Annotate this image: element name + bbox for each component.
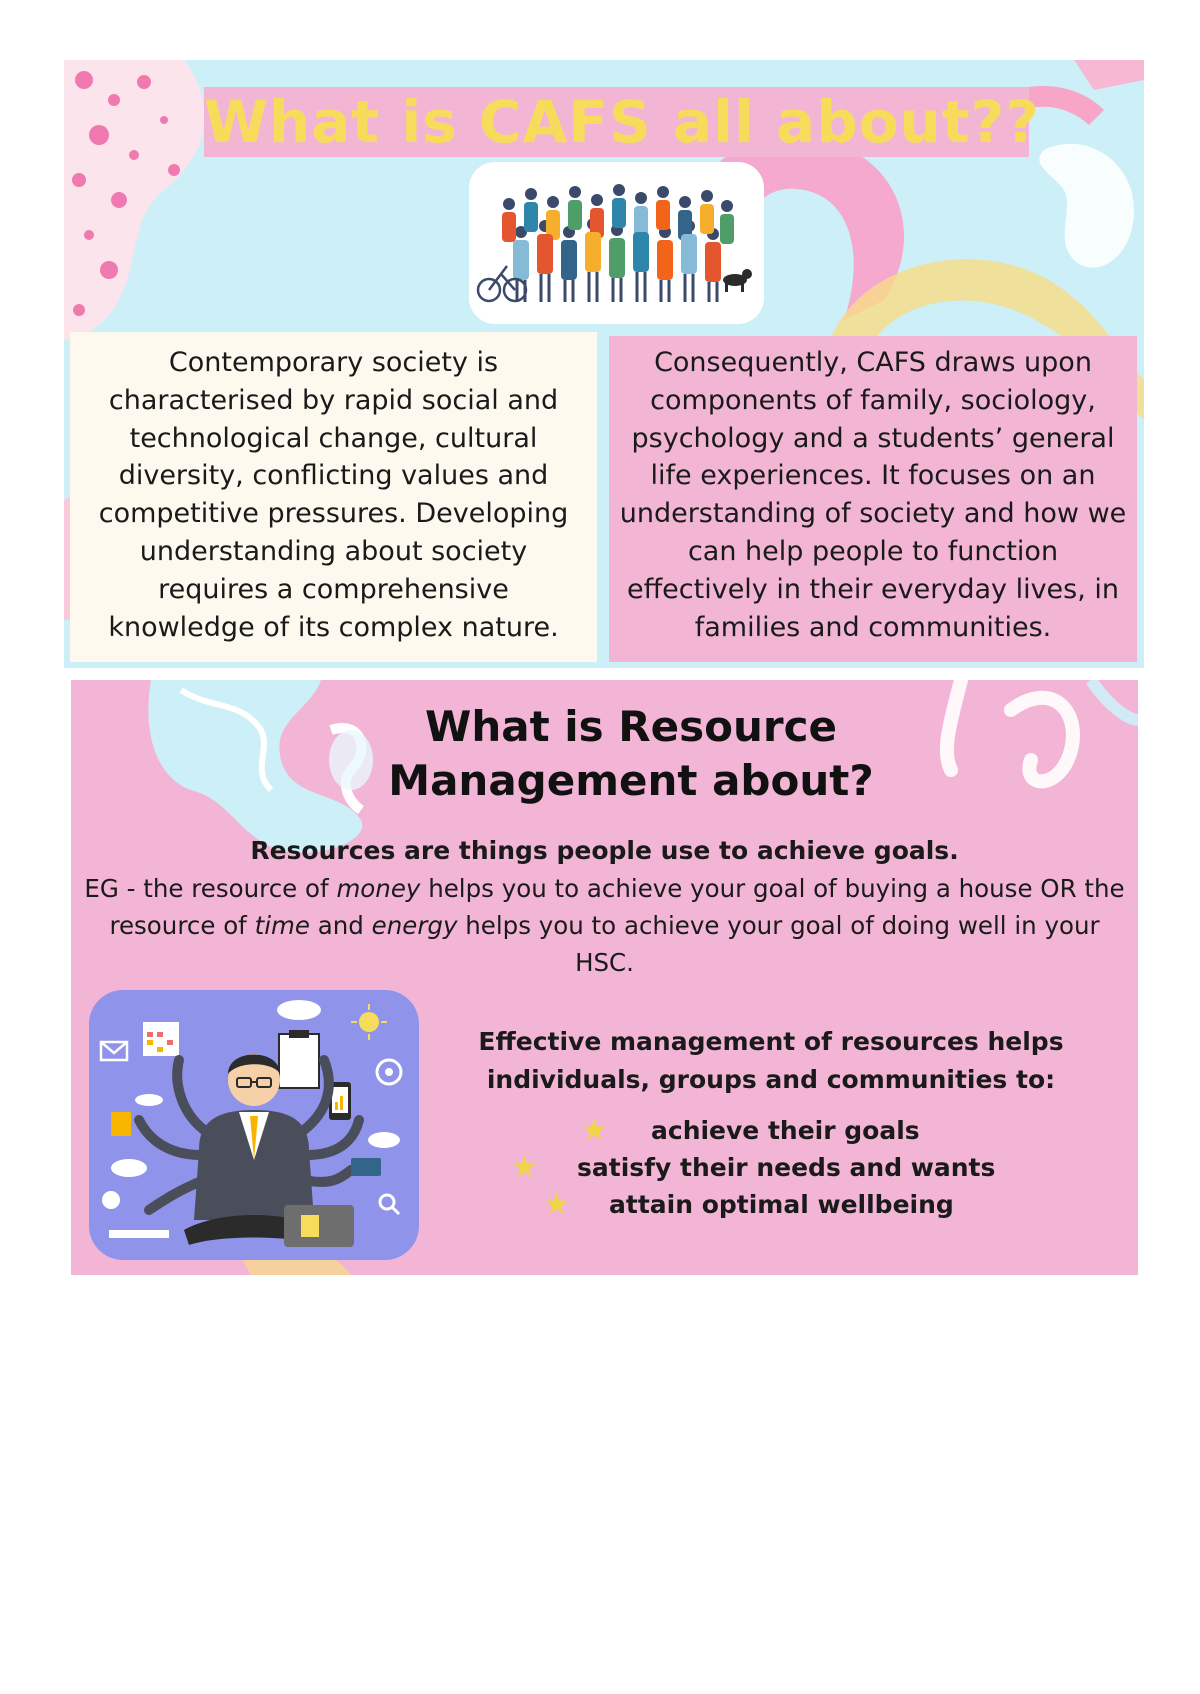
effective-line-1: Effective management of resources helps	[478, 1027, 1064, 1056]
resource-management-section	[71, 680, 1138, 1275]
effective-management-text	[441, 1023, 1101, 1099]
title-line-1: What is Resource	[425, 702, 837, 751]
cafs-components-text: Consequently, CAFS draws upon components of family, sociology, psychology and a students’ general life experiences. It focuses on an understanding of society and how we can help people to function effectively in their everyday lives, in families and communities.	[609, 336, 1137, 662]
example-part-3: and	[309, 911, 372, 940]
resource-management-title	[351, 700, 911, 808]
effective-line-2: individuals, groups and communities to:	[486, 1065, 1056, 1094]
example-part-4: helps you to achieve your goal of doing well in your HSC.	[457, 911, 1100, 977]
star-icon: ★	[543, 1187, 570, 1222]
goal-text: achieve their goals	[651, 1116, 920, 1145]
title-line-2: Management about?	[388, 756, 874, 805]
energy-word: energy	[371, 911, 458, 940]
list-item	[521, 1186, 1041, 1223]
goals-list	[511, 1112, 1041, 1223]
contemporary-society-text: Contemporary society is characterised by rapid social and technological change, cultural diversity, conflicting values and competitive pressures. Developing understanding about society requires a comprehensive knowledge of its complex nature.	[70, 332, 597, 662]
star-icon: ★	[511, 1150, 538, 1185]
crowd-illustration	[469, 162, 764, 324]
multitasking-manager-illustration	[89, 990, 419, 1260]
example-part-1: EG - the resource of	[84, 874, 337, 903]
cafs-section	[64, 60, 1144, 668]
time-word: time	[254, 911, 310, 940]
star-icon: ★	[581, 1113, 608, 1148]
list-item	[511, 1149, 1041, 1186]
resource-example	[81, 870, 1128, 981]
goal-text: attain optimal wellbeing	[609, 1190, 954, 1219]
resource-definition: Resources are things people use to achieve goals.	[250, 836, 959, 865]
goal-text: satisfy their needs and wants	[577, 1153, 996, 1182]
money-word: money	[336, 874, 421, 903]
example-part-2: helps you to achieve your goal of buying a house OR the resource of	[109, 874, 1125, 940]
crowd-people-icon	[469, 162, 764, 324]
multitasking-person-icon	[89, 990, 419, 1260]
cafs-title: What is CAFS all about??	[204, 88, 1040, 156]
list-item	[521, 1112, 1041, 1149]
